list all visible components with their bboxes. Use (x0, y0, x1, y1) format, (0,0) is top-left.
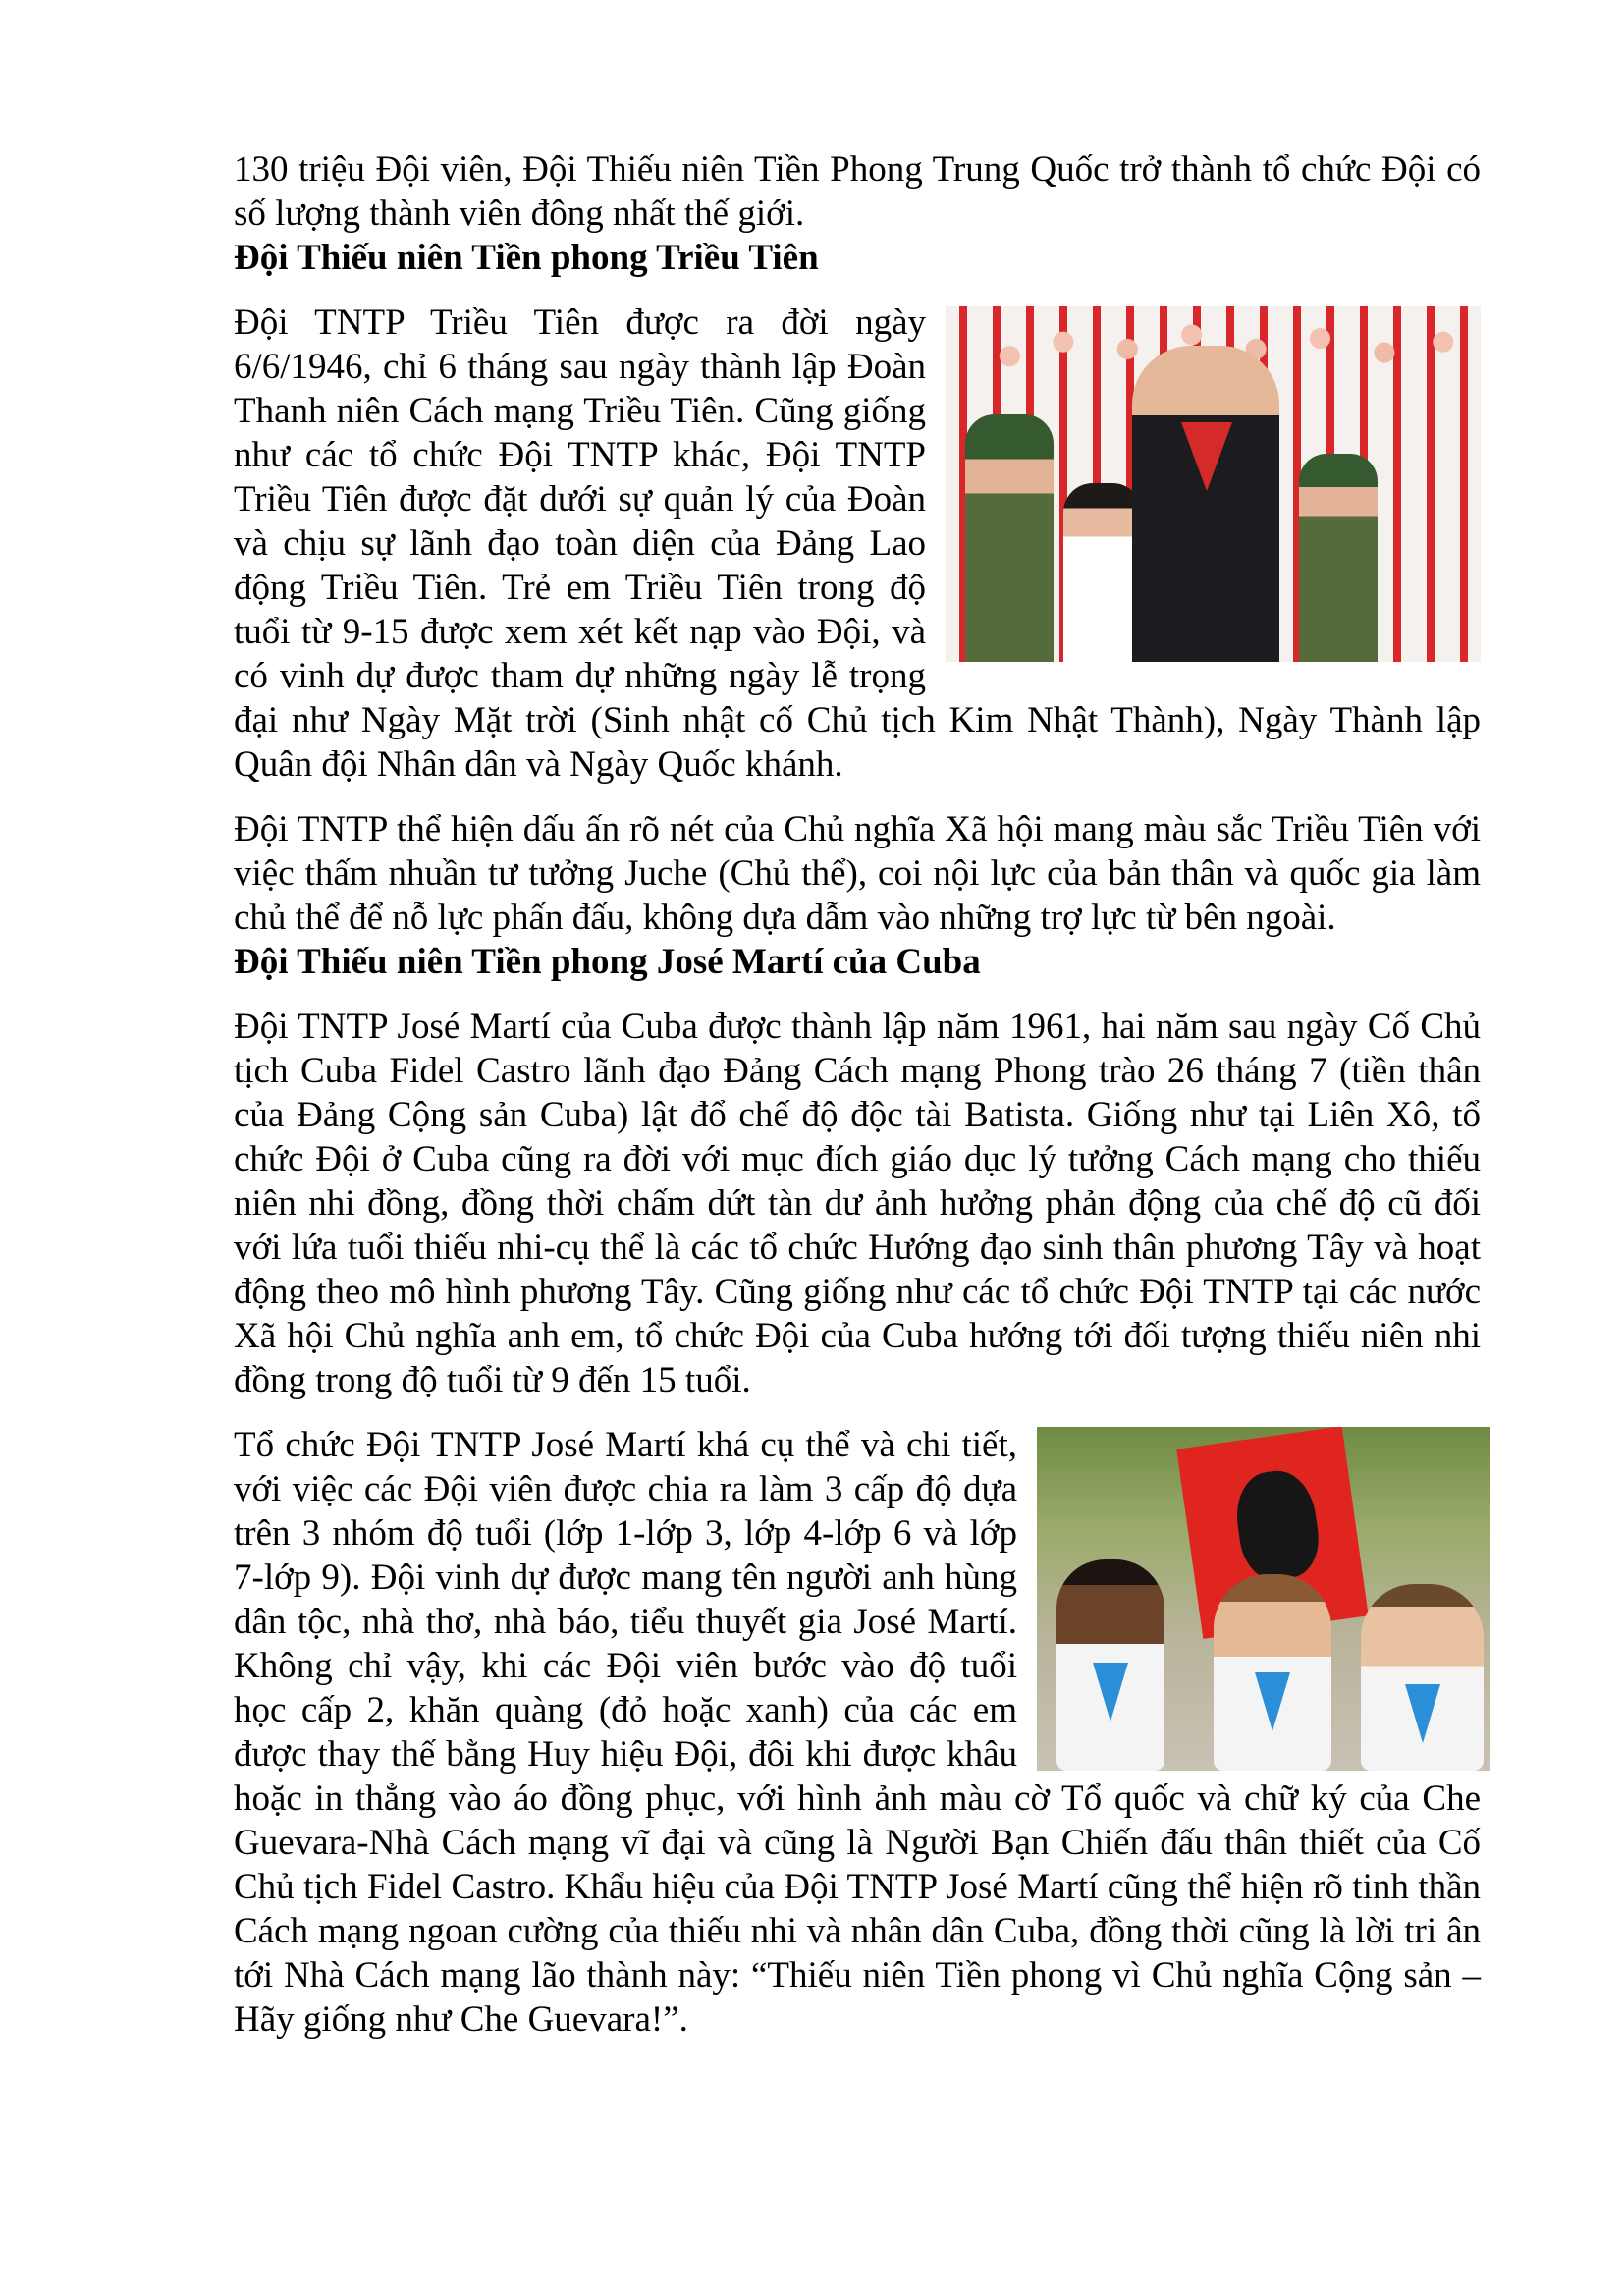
red-scarf (1181, 422, 1232, 491)
heading-north-korea: Đội Thiếu niên Tiền phong Triều Tiên (234, 238, 819, 278)
intro-paragraph: 130 triệu Đội viên, Đội Thiếu niên Tiền Phong Trung Quốc trở thành tổ chức Đội có số lượng thành viên đông nhất thế giới. (234, 149, 1481, 234)
photo-north-korean-pioneers (946, 306, 1481, 662)
blue-scarf (1405, 1684, 1440, 1743)
photo-figure (1299, 454, 1378, 662)
photo-figure (965, 414, 1054, 662)
cuba-block (234, 1423, 1481, 2042)
photo-figure (1063, 483, 1142, 662)
heading-cuba: Đội Thiếu niên Tiền phong José Martí của Cuba (234, 942, 981, 982)
document-page (234, 147, 1481, 2042)
blue-scarf (1093, 1663, 1128, 1722)
north-korea-paragraph-2: Đội TNTP thể hiện dấu ấn rõ nét của Chủ nghĩa Xã hội mang màu sắc Triều Tiên với việc thấm nhuần tư tưởng Juche (Chủ thể), coi nội lực của bản thân và quốc gia làm chủ thể để nỗ lực phấn đấu, không dựa dẫm vào những trợ lực từ bên ngoài. (234, 809, 1481, 938)
north-korea-paragraph-1: Đội TNTP Triều Tiên được ra đời ngày 6/6/1946, chỉ 6 tháng sau ngày thành lập Đoàn Thanh niên Cách mạng Triều Tiên. Cũng giống như các tổ chức Đội TNTP khác, Đội TNTP Triều Tiên được đặt dưới sự quản lý của Đoàn và chịu sự lãnh đạo toàn diện của Đảng Lao động Triều Tiên. Trẻ em Triều Tiên trong độ tuổi từ 9-15 được xem xét kết nạp vào Đội, và có vinh dự được tham dự những ngày lễ trọng đại như Ngày Mặt trời (Sinh nhật cố Chủ tịch Kim Nhật Thành), Ngày Thành lập Quân đội Nhân dân và Ngày Quốc khánh. (234, 302, 1481, 785)
photo-figure (1132, 346, 1279, 662)
cuba-paragraph-1: Đội TNTP José Martí của Cuba được thành lập năm 1961, hai năm sau ngày Cố Chủ tịch Cuba Fidel Castro lãnh đạo Đảng Cách mạng Phong trào 26 tháng 7 (tiền thân của Đảng Cộng sản Cuba) lật đổ chế độ độc tài Batista. Giống như tại Liên Xô, tổ chức Đội ở Cuba cũng ra đời với mục đích giáo dục lý tưởng Cách mạng cho thiếu niên nhi đồng, đồng thời chấm dứt tàn dư ảnh hưởng phản động của chế độ cũ đối với lứa tuổi thiếu nhi-cụ thể là các tổ chức Hướng đạo sinh thân phương Tây và hoạt động theo mô hình phương Tây. Cũng giống như các tổ chức Đội TNTP tại các nước Xã hội Chủ nghĩa anh em, tổ chức Đội của Cuba hướng tới đối tượng thiếu niên nhi đồng trong độ tuổi từ 9 đến 15 tuổi. (234, 1007, 1481, 1400)
photo-cuban-pioneers-saluting (1037, 1427, 1490, 1771)
north-korea-block (234, 301, 1481, 787)
blue-scarf (1255, 1672, 1290, 1731)
cuba-paragraph-2: Tổ chức Đội TNTP José Martí khá cụ thể và chi tiết, với việc các Đội viên được chia ra làm 3 cấp độ dựa trên 3 nhóm độ tuổi (lớp 1-lớp 3, lớp 4-lớp 6 và lớp 7-lớp 9). Đội vinh dự được mang tên người anh hùng dân tộc, nhà thơ, nhà báo, tiểu thuyết gia José Martí. Không chỉ vậy, khi các Đội viên bước vào độ tuổi học cấp 2, khăn quàng (đỏ hoặc xanh) của các em được thay thế bằng Huy hiệu Đội, đôi khi được khâu hoặc in thẳng vào áo đồng phục, với hình ảnh màu cờ Tổ quốc và chữ ký của Che Guevara-Nhà Cách mạng vĩ đại và cũng là Người Bạn Chiến đấu thân thiết của Cố Chủ tịch Fidel Castro. Khẩu hiệu của Đội TNTP José Martí cũng thể hiện rõ tinh thần Cách mạng ngoan cường của thiếu nhi và nhân dân Cuba, đồng thời cũng là lời tri ân tới Nhà Cách mạng lão thành này: “Thiếu niên Tiền phong vì Chủ nghĩa Cộng sản – Hãy giống như Che Guevara!”. (234, 1425, 1481, 2040)
